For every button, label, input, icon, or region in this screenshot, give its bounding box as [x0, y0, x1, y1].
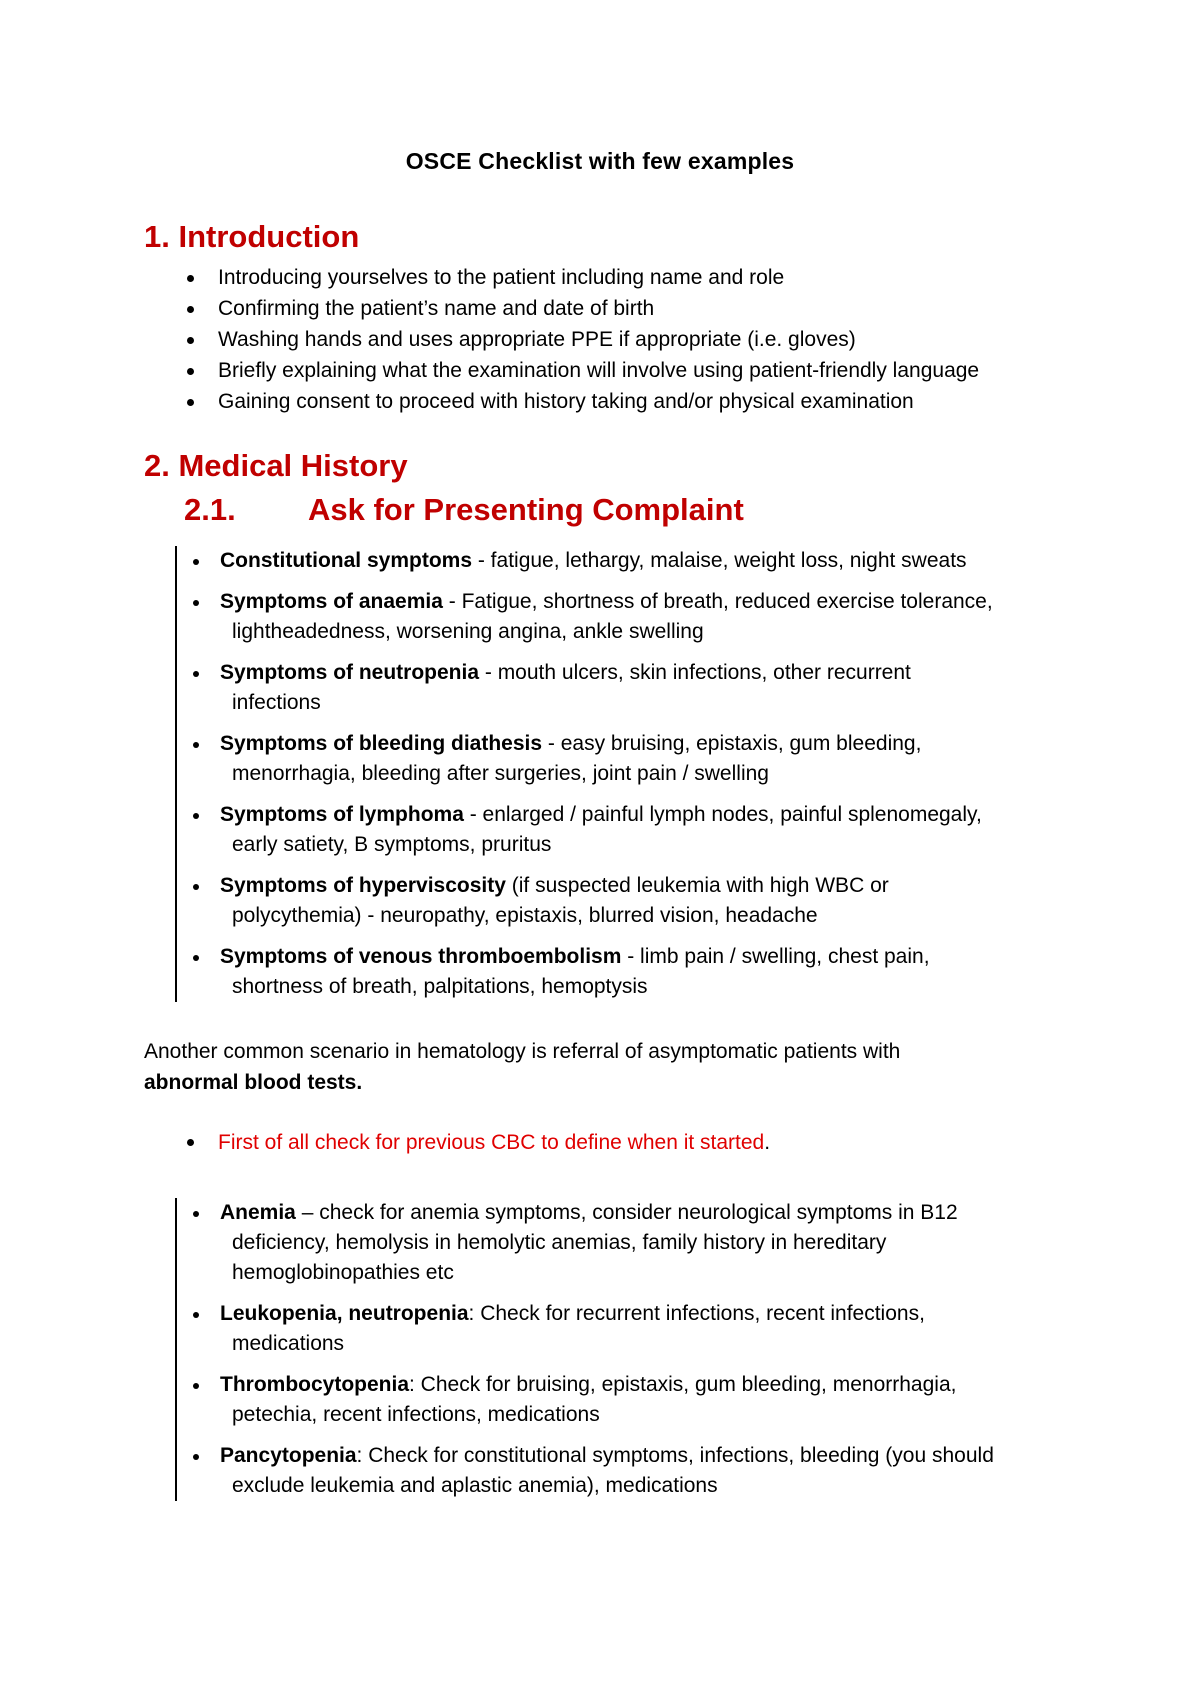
- list-item: Gaining consent to proceed with history taking and/or physical examination: [0, 386, 979, 417]
- first-check-text: First of all check for previous CBC to define when it started: [218, 1131, 765, 1154]
- list-item: Symptoms of lymphoma - enlarged / painful lymph nodes, painful splenomegaly, early satiety, B symptoms, pruritus: [177, 800, 1070, 860]
- subheading-title: Ask for Presenting Complaint: [308, 492, 744, 527]
- list-item: Constitutional symptoms - fatigue, lethargy, malaise, weight loss, night sweats: [177, 546, 1070, 576]
- abnormal-tests-block: [175, 1198, 1070, 1501]
- list-item: Symptoms of bleeding diathesis - easy bruising, epistaxis, gum bleeding, menorrhagia, bleeding after surgeries, joint pain / swelling: [177, 729, 1070, 789]
- abnormal-tests-list: [177, 1198, 1070, 1501]
- list-item: Pancytopenia: Check for constitutional symptoms, infections, bleeding (you should exclude leukemia and aplastic anemia), medications: [177, 1441, 1070, 1501]
- list-item: Washing hands and uses appropriate PPE if appropriate (i.e. gloves): [0, 324, 979, 355]
- list-item: Symptoms of anaemia - Fatigue, shortness of breath, reduced exercise tolerance, lightheadedness, worsening angina, ankle swelling: [177, 587, 1070, 647]
- scenario-line: Another common scenario in hematology is referral of asymptomatic patients with: [144, 1040, 901, 1063]
- subheading-presenting-complaint: [184, 492, 744, 528]
- list-item: Symptoms of hyperviscosity (if suspected leukemia with high WBC or polycythemia) - neuropathy, epistaxis, blurred vision, headache: [177, 871, 1070, 931]
- list-item: Introducing yourselves to the patient including name and role: [0, 262, 979, 293]
- heading-medical-history: 2. Medical History: [144, 448, 408, 483]
- list-item: Leukopenia, neutropenia: Check for recurrent infections, recent infections, medications: [177, 1299, 1070, 1359]
- list-item: Anemia – check for anemia symptoms, consider neurological symptoms in B12 deficiency, hemolysis in hemolytic anemias, family history in hereditary hemoglobinopathies etc: [177, 1198, 1070, 1288]
- list-item: Thrombocytopenia: Check for bruising, epistaxis, gum bleeding, menorrhagia, petechia, recent infections, medications: [177, 1370, 1070, 1430]
- presenting-complaint-block: [175, 546, 1070, 1002]
- subheading-number: 2.1.: [184, 492, 236, 527]
- first-check-item: First of all check for previous CBC to define when it started.: [0, 1127, 770, 1158]
- list-item: Symptoms of neutropenia - mouth ulcers, skin infections, other recurrent infections: [177, 658, 1070, 718]
- scenario-bold: abnormal blood tests.: [144, 1071, 363, 1094]
- scenario-paragraph: [144, 1036, 1064, 1098]
- heading-introduction: 1. Introduction: [144, 219, 360, 254]
- list-item: Briefly explaining what the examination will involve using patient-friendly language: [0, 355, 979, 386]
- list-item: Symptoms of venous thromboembolism - limb pain / swelling, chest pain, shortness of breath, palpitations, hemoptysis: [177, 942, 1070, 1002]
- bullet-icon: [187, 1139, 194, 1146]
- list-item: Confirming the patient’s name and date of birth: [0, 293, 979, 324]
- introduction-list: [0, 262, 979, 417]
- document-title: OSCE Checklist with few examples: [405, 148, 795, 174]
- symptom-list: [177, 546, 1070, 1002]
